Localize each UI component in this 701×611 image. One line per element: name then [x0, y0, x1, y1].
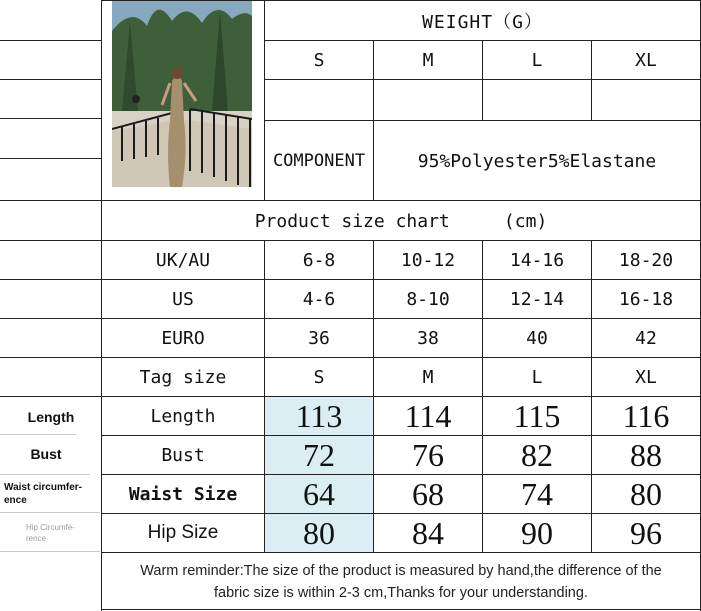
row-label-euro: EURO	[161, 327, 205, 349]
weight-size-xl: XL	[635, 49, 657, 71]
side-label-bust: Bust	[30, 446, 62, 462]
length-l: 115	[513, 397, 561, 434]
weight-size-s: S	[313, 49, 325, 71]
row-label-uk-au: UK/AU	[155, 249, 211, 271]
row-label-tag-size: Tag size	[139, 366, 227, 388]
weight-header: WEIGHT（G）	[422, 12, 543, 33]
row-label-length: Length	[150, 405, 216, 427]
row-label-hip: Hip Size	[147, 522, 219, 543]
euro-m: 38	[417, 327, 439, 349]
uk-au-l: 14-16	[509, 249, 565, 271]
row-label-bust: Bust	[161, 444, 205, 466]
hip-s: 80	[303, 514, 335, 551]
waist-l: 74	[521, 475, 553, 512]
length-xl: 116	[622, 397, 670, 434]
us-s: 4-6	[302, 288, 336, 310]
weight-size-l: L	[531, 49, 543, 71]
reminder-line-1: Warm reminder:The size of the product is measured by hand,the difference of the	[140, 563, 662, 579]
uk-au-s: 6-8	[302, 249, 336, 271]
chart-title: Product size chart (cm)	[254, 210, 548, 232]
euro-xl: 42	[635, 327, 657, 349]
uk-au-m: 10-12	[400, 249, 456, 271]
component-value: 95%Polyester5%Elastane	[417, 150, 657, 172]
row-label-waist: Waist Size	[128, 483, 238, 505]
row-label-us: US	[172, 288, 194, 310]
hip-xl: 96	[630, 514, 662, 551]
hip-l: 90	[521, 514, 553, 551]
bust-l: 82	[521, 436, 553, 473]
euro-s: 36	[308, 327, 330, 349]
side-label-length: Length	[27, 409, 75, 425]
bust-xl: 88	[630, 436, 662, 473]
uk-au-xl: 18-20	[618, 249, 674, 271]
euro-l: 40	[526, 327, 548, 349]
waist-s: 64	[303, 475, 335, 512]
tag-s: S	[313, 366, 325, 388]
tag-m: M	[422, 366, 434, 388]
us-m: 8-10	[406, 288, 450, 310]
hip-m: 84	[412, 514, 444, 551]
waist-xl: 80	[630, 475, 662, 512]
component-label: COMPONENT	[272, 151, 366, 171]
us-xl: 16-18	[618, 288, 674, 310]
length-s: 113	[295, 397, 343, 434]
weight-size-m: M	[422, 49, 434, 71]
side-label-hip: Hip Circumfe- rence	[26, 523, 75, 543]
tag-xl: XL	[635, 366, 657, 388]
waist-m: 68	[412, 475, 444, 512]
bust-s: 72	[303, 436, 335, 473]
length-m: 114	[404, 397, 452, 434]
reminder-line-2: fabric size is within 2-3 cm,Thanks for your understanding.	[214, 585, 588, 601]
bust-m: 76	[412, 436, 444, 473]
us-l: 12-14	[509, 288, 565, 310]
tag-l: L	[531, 366, 543, 388]
side-label-waist: Waist circumfer- ence	[4, 482, 82, 506]
